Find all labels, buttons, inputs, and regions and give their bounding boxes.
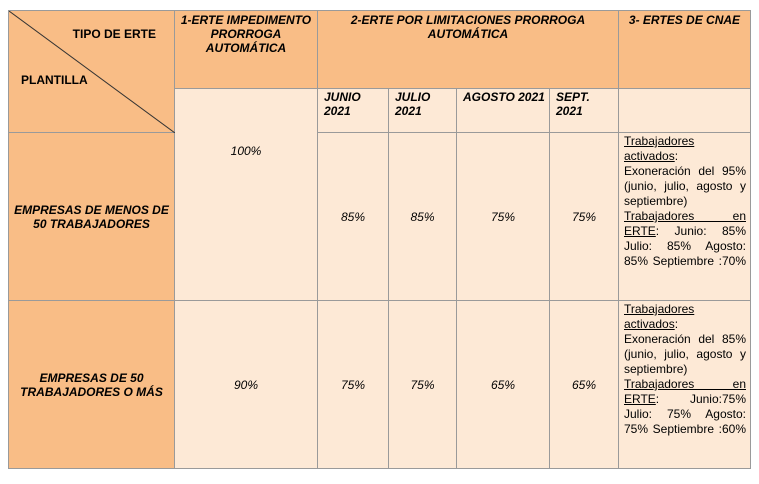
month-junio: JUNIO 2021 [318,89,389,133]
header-cnae: 3- ERTES DE CNAE [619,11,751,89]
tipo-erte-label: TIPO DE ERTE [72,27,156,41]
cnae-cell-row2: Trabajadores activados: Exoneración del 85% (junio, julio, agosto y septiembre) Trabajadores en ERTE: Junio:75% Julio: 75% Agosto: 75% Septiembre :60% [619,301,751,469]
row-label-menos-50: EMPRESAS DE MENOS DE 50 TRABAJADORES [9,133,175,301]
sept-value-row1: 75% [550,133,619,301]
month-agosto: AGOSTO 2021 [457,89,550,133]
header-impedimento: 1-ERTE IMPEDIMENTO PRORROGA AUTOMÁTICA [175,11,318,89]
julio-value-row2: 75% [389,301,457,469]
sept-value-row2: 65% [550,301,619,469]
impedimento-value-row2: 90% [175,301,318,469]
activados-text: Exoneración del 85% (junio, julio, agosto y septiembre) [624,332,746,376]
julio-value-row1: 85% [389,133,457,301]
erte-text: Junio:75% Julio: 75% Agosto: 75% Septiembre :60% [624,392,746,436]
cnae-cell-row1: Trabajadores activados: Exoneración del 95% (junio, julio, agosto y septiembre) Trabajadores en ERTE: Junio: 85% Julio: 85% Agosto: 85% Septiembre :70% [619,133,751,301]
month-sept: SEPT. 2021 [550,89,619,133]
corner-header-cell [9,11,175,133]
erte-title: Trabajadores en ERTE [624,377,746,406]
plantilla-label: PLANTILLA [21,73,88,87]
junio-value-row2: 75% [318,301,389,469]
row-label-50-o-mas: EMPRESAS DE 50 TRABAJADORES O MÁS [9,301,175,469]
erte-title: Trabajadores en ERTE [624,209,746,238]
agosto-value-row1: 75% [457,133,550,301]
erte-text: Junio: 85% Julio: 85% Agosto: 85% Septiembre :70% [624,224,746,268]
cnae-empty-subheader [619,89,751,133]
erte-table [8,10,751,469]
activados-title: Trabajadores activados [624,302,695,331]
activados-title: Trabajadores activados [624,134,695,163]
header-limitaciones: 2-ERTE POR LIMITACIONES PRORROGA AUTOMÁTICA [318,11,619,89]
impedimento-value-row1 [175,89,318,301]
junio-value-row1: 85% [318,133,389,301]
impedimento-value: 100% [230,144,262,158]
agosto-value-row2: 65% [457,301,550,469]
month-julio: JULIO 2021 [389,89,457,133]
activados-text: Exoneración del 95% (junio, julio, agosto y septiembre) [624,164,746,208]
